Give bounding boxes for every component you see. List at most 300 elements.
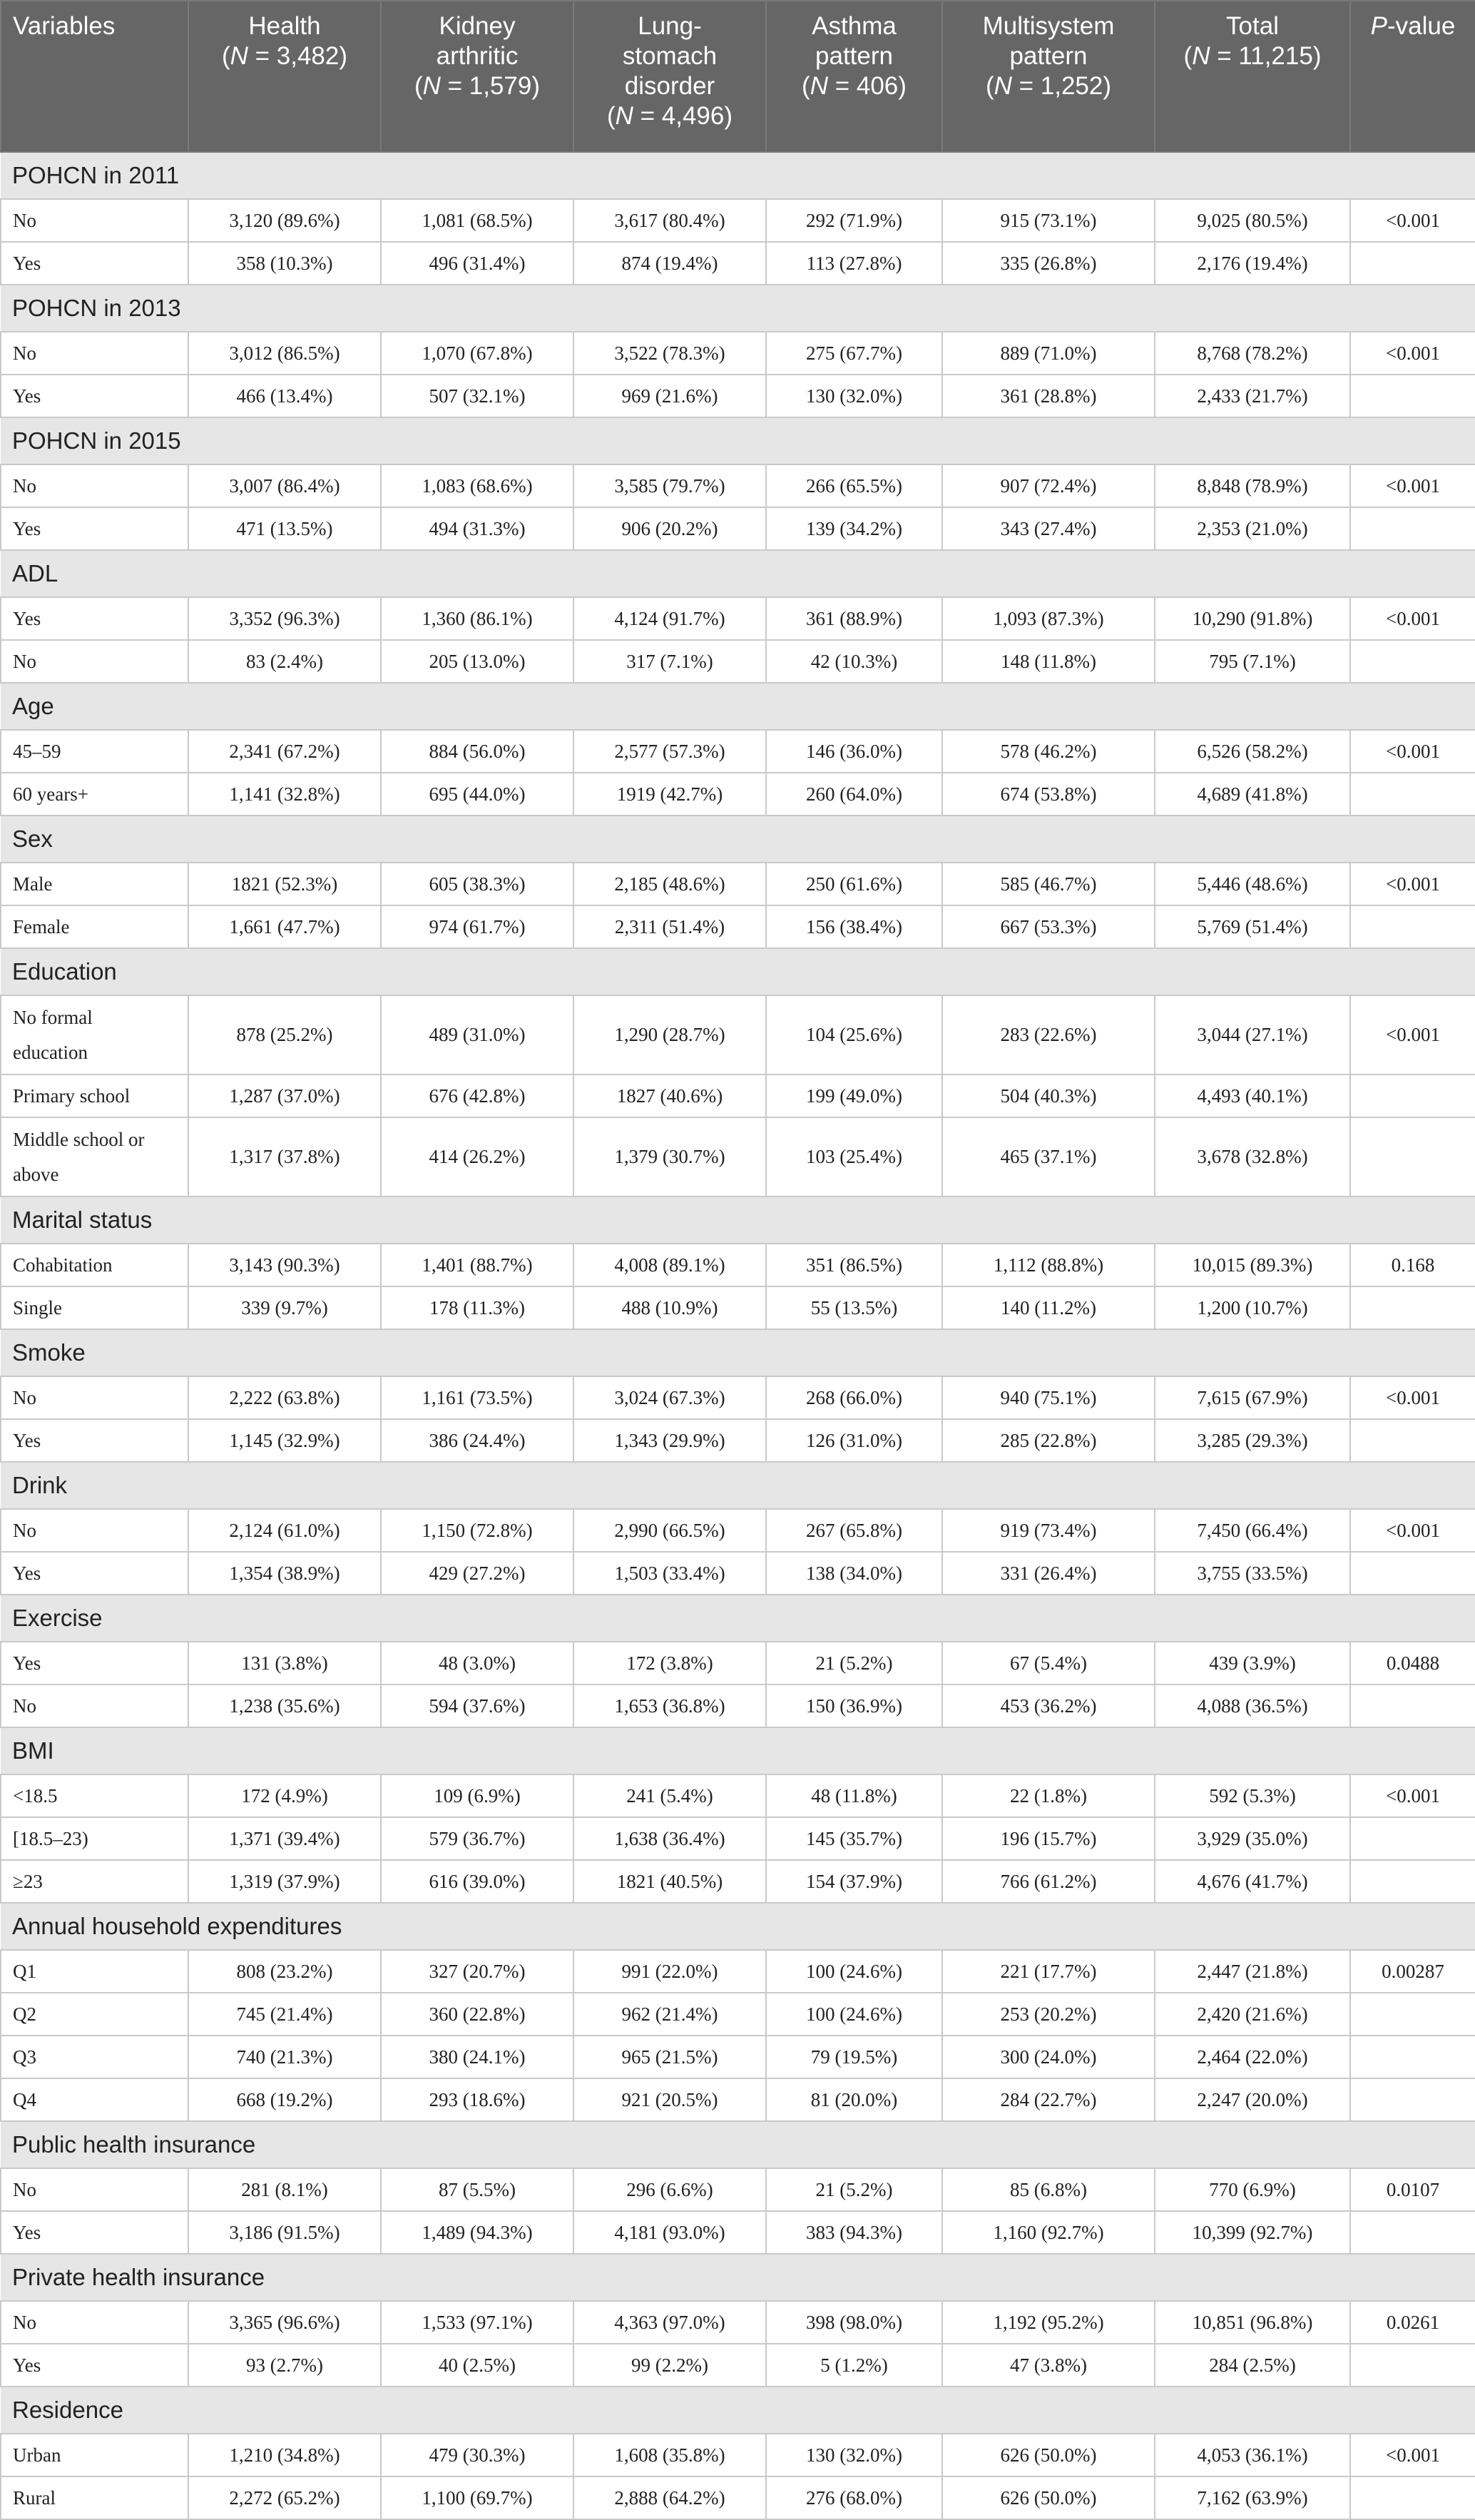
table-row <box>1 242 1475 285</box>
cell-asthma-pattern: 150 (36.9%) <box>766 1685 942 1727</box>
cell-asthma-pattern: 104 (25.6%) <box>766 995 942 1074</box>
cell-kidney-arthritic: 1,401 (88.7%) <box>381 1244 573 1286</box>
cell-kidney-arthritic: 87 (5.5%) <box>381 2168 573 2211</box>
cell-multisystem-pattern: 585 (46.7%) <box>942 863 1155 905</box>
cell-multisystem-pattern: 196 (15.7%) <box>942 1817 1155 1860</box>
cell-asthma-pattern: 383 (94.3%) <box>766 2211 942 2254</box>
cell-lung-stomach-disorder: 874 (19.4%) <box>573 242 766 285</box>
cell-health: 878 (25.2%) <box>188 995 381 1074</box>
table-row <box>1 2036 1475 2078</box>
cell-multisystem-pattern: 335 (26.8%) <box>942 242 1155 285</box>
table-row <box>1 1509 1475 1552</box>
cell-health: 1,317 (37.8%) <box>188 1117 381 1197</box>
cell-p-value <box>1350 1817 1475 1860</box>
cell-kidney-arthritic: 1,161 (73.5%) <box>381 1376 573 1419</box>
cell-asthma-pattern: 275 (67.7%) <box>766 332 942 375</box>
table-header <box>1 1 1475 152</box>
table-row <box>1 1117 1475 1197</box>
row-label: Yes <box>1 507 188 550</box>
cell-asthma-pattern: 130 (32.0%) <box>766 2434 942 2476</box>
cell-lung-stomach-disorder: 906 (20.2%) <box>573 507 766 550</box>
cell-asthma-pattern: 55 (13.5%) <box>766 1286 942 1329</box>
row-label: Yes <box>1 1642 188 1685</box>
cell-multisystem-pattern: 283 (22.6%) <box>942 995 1155 1074</box>
cell-asthma-pattern: 113 (27.8%) <box>766 242 942 285</box>
table-row <box>1 1074 1475 1117</box>
section-header <box>1 285 1475 332</box>
section-header <box>1 1727 1475 1774</box>
cell-total: 3,285 (29.3%) <box>1155 1419 1350 1462</box>
row-label: No <box>1 1685 188 1727</box>
cell-lung-stomach-disorder: 241 (5.4%) <box>573 1774 766 1817</box>
cell-total: 2,420 (21.6%) <box>1155 1993 1350 2036</box>
cell-p-value <box>1350 1993 1475 2036</box>
cell-lung-stomach-disorder: 962 (21.4%) <box>573 1993 766 2036</box>
table-row <box>1 863 1475 905</box>
cell-kidney-arthritic: 1,070 (67.8%) <box>381 332 573 375</box>
section-title: Annual household expenditures <box>1 1903 1475 1950</box>
table-row <box>1 905 1475 948</box>
cell-health: 1821 (52.3%) <box>188 863 381 905</box>
cell-p-value: <0.001 <box>1350 464 1475 507</box>
cell-p-value: <0.001 <box>1350 995 1475 1074</box>
cell-kidney-arthritic: 1,533 (97.1%) <box>381 2301 573 2344</box>
cell-multisystem-pattern: 148 (11.8%) <box>942 640 1155 683</box>
cell-kidney-arthritic: 479 (30.3%) <box>381 2434 573 2476</box>
section-header <box>1 152 1475 199</box>
cell-kidney-arthritic: 360 (22.8%) <box>381 1993 573 2036</box>
cell-total: 8,768 (78.2%) <box>1155 332 1350 375</box>
cell-total: 284 (2.5%) <box>1155 2344 1350 2387</box>
cell-total: 5,446 (48.6%) <box>1155 863 1350 905</box>
cell-lung-stomach-disorder: 1827 (40.6%) <box>573 1074 766 1117</box>
cell-kidney-arthritic: 605 (38.3%) <box>381 863 573 905</box>
cell-lung-stomach-disorder: 317 (7.1%) <box>573 640 766 683</box>
row-label: No <box>1 332 188 375</box>
cell-asthma-pattern: 130 (32.0%) <box>766 375 942 417</box>
section-title: POHCN in 2015 <box>1 417 1475 464</box>
row-label: No <box>1 1509 188 1552</box>
cell-p-value: 0.00287 <box>1350 1950 1475 1993</box>
row-label: Single <box>1 1286 188 1329</box>
cell-total: 3,755 (33.5%) <box>1155 1552 1350 1595</box>
cell-asthma-pattern: 100 (24.6%) <box>766 1950 942 1993</box>
cell-total: 4,088 (36.5%) <box>1155 1685 1350 1727</box>
cell-lung-stomach-disorder: 3,522 (78.3%) <box>573 332 766 375</box>
cell-p-value: 0.0261 <box>1350 2301 1475 2344</box>
row-label: Cohabitation <box>1 1244 188 1286</box>
cell-total: 3,678 (32.8%) <box>1155 1117 1350 1197</box>
cell-kidney-arthritic: 489 (31.0%) <box>381 995 573 1074</box>
section-title: Exercise <box>1 1595 1475 1642</box>
cell-kidney-arthritic: 414 (26.2%) <box>381 1117 573 1197</box>
row-label: Yes <box>1 2211 188 2254</box>
cell-health: 3,007 (86.4%) <box>188 464 381 507</box>
cell-kidney-arthritic: 48 (3.0%) <box>381 1642 573 1685</box>
cell-asthma-pattern: 250 (61.6%) <box>766 863 942 905</box>
cell-p-value <box>1350 773 1475 816</box>
cell-multisystem-pattern: 626 (50.0%) <box>942 2476 1155 2519</box>
cell-kidney-arthritic: 1,100 (69.7%) <box>381 2476 573 2519</box>
row-label: 60 years+ <box>1 773 188 816</box>
table-row <box>1 1376 1475 1419</box>
cell-health: 3,143 (90.3%) <box>188 1244 381 1286</box>
header-kidney-arthritic: Kidney arthritic (N = 1,579) <box>381 1 573 152</box>
cell-asthma-pattern: 48 (11.8%) <box>766 1774 942 1817</box>
table-row <box>1 199 1475 242</box>
row-label: No formal education <box>1 995 188 1074</box>
cell-multisystem-pattern: 1,160 (92.7%) <box>942 2211 1155 2254</box>
cell-health: 131 (3.8%) <box>188 1642 381 1685</box>
cell-lung-stomach-disorder: 1919 (42.7%) <box>573 773 766 816</box>
cell-total: 770 (6.9%) <box>1155 2168 1350 2211</box>
cell-kidney-arthritic: 205 (13.0%) <box>381 640 573 683</box>
row-label: Female <box>1 905 188 948</box>
row-label: Primary school <box>1 1074 188 1117</box>
table-row <box>1 507 1475 550</box>
table-row <box>1 1860 1475 1903</box>
row-label: Yes <box>1 242 188 285</box>
cell-asthma-pattern: 145 (35.7%) <box>766 1817 942 1860</box>
cell-total: 2,176 (19.4%) <box>1155 242 1350 285</box>
cell-total: 2,353 (21.0%) <box>1155 507 1350 550</box>
cell-p-value: <0.001 <box>1350 597 1475 640</box>
cell-asthma-pattern: 156 (38.4%) <box>766 905 942 948</box>
cell-multisystem-pattern: 504 (40.3%) <box>942 1074 1155 1117</box>
cell-lung-stomach-disorder: 1,290 (28.7%) <box>573 995 766 1074</box>
table-row <box>1 464 1475 507</box>
section-header <box>1 2254 1475 2301</box>
cell-lung-stomach-disorder: 1,653 (36.8%) <box>573 1685 766 1727</box>
cell-p-value <box>1350 375 1475 417</box>
cell-p-value <box>1350 2476 1475 2519</box>
cell-asthma-pattern: 260 (64.0%) <box>766 773 942 816</box>
cell-multisystem-pattern: 343 (27.4%) <box>942 507 1155 550</box>
cell-lung-stomach-disorder: 965 (21.5%) <box>573 2036 766 2078</box>
cell-total: 10,851 (96.8%) <box>1155 2301 1350 2344</box>
cell-p-value <box>1350 1117 1475 1197</box>
cell-lung-stomach-disorder: 3,585 (79.7%) <box>573 464 766 507</box>
section-title: POHCN in 2013 <box>1 285 1475 332</box>
cell-kidney-arthritic: 974 (61.7%) <box>381 905 573 948</box>
cell-lung-stomach-disorder: 991 (22.0%) <box>573 1950 766 1993</box>
cell-lung-stomach-disorder: 1,503 (33.4%) <box>573 1552 766 1595</box>
cell-health: 1,210 (34.8%) <box>188 2434 381 2476</box>
cell-total: 2,447 (21.8%) <box>1155 1950 1350 1993</box>
cell-asthma-pattern: 154 (37.9%) <box>766 1860 942 1903</box>
cell-lung-stomach-disorder: 1,379 (30.7%) <box>573 1117 766 1197</box>
cell-kidney-arthritic: 884 (56.0%) <box>381 730 573 773</box>
header-lung-stomach-disorder: Lung- stomach disorder (N = 4,496) <box>573 1 766 152</box>
table-row <box>1 2434 1475 2476</box>
cell-lung-stomach-disorder: 1,608 (35.8%) <box>573 2434 766 2476</box>
cell-lung-stomach-disorder: 4,363 (97.0%) <box>573 2301 766 2344</box>
cell-asthma-pattern: 21 (5.2%) <box>766 1642 942 1685</box>
header-health: Health (N = 3,482) <box>188 1 381 152</box>
row-label: [18.5–23) <box>1 1817 188 1860</box>
table-row <box>1 995 1475 1074</box>
cell-multisystem-pattern: 300 (24.0%) <box>942 2036 1155 2078</box>
cell-health: 1,141 (32.8%) <box>188 773 381 816</box>
cell-multisystem-pattern: 940 (75.1%) <box>942 1376 1155 1419</box>
cell-p-value: <0.001 <box>1350 730 1475 773</box>
table-row <box>1 1950 1475 1993</box>
table-row <box>1 1993 1475 2036</box>
cell-lung-stomach-disorder: 2,577 (57.3%) <box>573 730 766 773</box>
table-row <box>1 1244 1475 1286</box>
table-row <box>1 773 1475 816</box>
section-header <box>1 1462 1475 1509</box>
cell-health: 2,124 (61.0%) <box>188 1509 381 1552</box>
section-header <box>1 1595 1475 1642</box>
cell-multisystem-pattern: 919 (73.4%) <box>942 1509 1155 1552</box>
cell-lung-stomach-disorder: 921 (20.5%) <box>573 2078 766 2121</box>
cell-health: 3,365 (96.6%) <box>188 2301 381 2344</box>
table-row <box>1 1774 1475 1817</box>
table-row <box>1 375 1475 417</box>
cell-health: 3,120 (89.6%) <box>188 199 381 242</box>
row-label: Yes <box>1 1419 188 1462</box>
cell-p-value <box>1350 2036 1475 2078</box>
header-multisystem-pattern: Multisystem pattern (N = 1,252) <box>942 1 1155 152</box>
cell-multisystem-pattern: 221 (17.7%) <box>942 1950 1155 1993</box>
cell-kidney-arthritic: 1,489 (94.3%) <box>381 2211 573 2254</box>
row-label: <18.5 <box>1 1774 188 1817</box>
cell-asthma-pattern: 138 (34.0%) <box>766 1552 942 1595</box>
cell-total: 3,044 (27.1%) <box>1155 995 1350 1074</box>
cell-p-value: <0.001 <box>1350 1774 1475 1817</box>
row-label: No <box>1 199 188 242</box>
cell-p-value <box>1350 2078 1475 2121</box>
cell-health: 2,222 (63.8%) <box>188 1376 381 1419</box>
cell-health: 3,186 (91.5%) <box>188 2211 381 2254</box>
cell-kidney-arthritic: 676 (42.8%) <box>381 1074 573 1117</box>
table-row <box>1 2078 1475 2121</box>
cell-kidney-arthritic: 380 (24.1%) <box>381 2036 573 2078</box>
cell-kidney-arthritic: 579 (36.7%) <box>381 1817 573 1860</box>
cell-health: 3,012 (86.5%) <box>188 332 381 375</box>
section-title: Smoke <box>1 1329 1475 1376</box>
cell-kidney-arthritic: 494 (31.3%) <box>381 507 573 550</box>
cell-multisystem-pattern: 284 (22.7%) <box>942 2078 1155 2121</box>
cell-total: 592 (5.3%) <box>1155 1774 1350 1817</box>
cell-health: 3,352 (96.3%) <box>188 597 381 640</box>
cell-total: 1,200 (10.7%) <box>1155 1286 1350 1329</box>
cell-health: 2,272 (65.2%) <box>188 2476 381 2519</box>
cell-kidney-arthritic: 293 (18.6%) <box>381 2078 573 2121</box>
cell-lung-stomach-disorder: 969 (21.6%) <box>573 375 766 417</box>
cell-health: 1,319 (37.9%) <box>188 1860 381 1903</box>
cell-asthma-pattern: 292 (71.9%) <box>766 199 942 242</box>
cell-multisystem-pattern: 667 (53.3%) <box>942 905 1155 948</box>
cell-multisystem-pattern: 626 (50.0%) <box>942 2434 1155 2476</box>
section-title: Education <box>1 948 1475 995</box>
row-label: No <box>1 640 188 683</box>
cell-total: 2,433 (21.7%) <box>1155 375 1350 417</box>
cell-p-value <box>1350 507 1475 550</box>
table-row <box>1 640 1475 683</box>
table-body <box>1 152 1475 2519</box>
cell-p-value <box>1350 242 1475 285</box>
cell-health: 1,238 (35.6%) <box>188 1685 381 1727</box>
cell-total: 3,929 (35.0%) <box>1155 1817 1350 1860</box>
cell-kidney-arthritic: 386 (24.4%) <box>381 1419 573 1462</box>
cell-multisystem-pattern: 67 (5.4%) <box>942 1642 1155 1685</box>
cell-total: 7,162 (63.9%) <box>1155 2476 1350 2519</box>
cell-total: 10,015 (89.3%) <box>1155 1244 1350 1286</box>
cell-kidney-arthritic: 616 (39.0%) <box>381 1860 573 1903</box>
cell-asthma-pattern: 276 (68.0%) <box>766 2476 942 2519</box>
section-header <box>1 1197 1475 1244</box>
cell-total: 10,399 (92.7%) <box>1155 2211 1350 2254</box>
cell-health: 740 (21.3%) <box>188 2036 381 2078</box>
header-variables: Variables <box>1 1 188 152</box>
cell-p-value <box>1350 1860 1475 1903</box>
row-label: Yes <box>1 2344 188 2387</box>
header-total: Total (N = 11,215) <box>1155 1 1350 152</box>
row-label: Urban <box>1 2434 188 2476</box>
section-title: POHCN in 2011 <box>1 152 1475 199</box>
cell-kidney-arthritic: 327 (20.7%) <box>381 1950 573 1993</box>
section-title: ADL <box>1 550 1475 597</box>
cell-p-value <box>1350 2344 1475 2387</box>
row-label: No <box>1 1376 188 1419</box>
cell-health: 1,145 (32.9%) <box>188 1419 381 1462</box>
table-row <box>1 1552 1475 1595</box>
section-title: Age <box>1 683 1475 730</box>
cell-asthma-pattern: 139 (34.2%) <box>766 507 942 550</box>
row-label: Middle school or above <box>1 1117 188 1197</box>
section-title: Residence <box>1 2387 1475 2434</box>
table-row <box>1 1685 1475 1727</box>
table-row <box>1 597 1475 640</box>
cell-total: 2,247 (20.0%) <box>1155 2078 1350 2121</box>
cell-total: 2,464 (22.0%) <box>1155 2036 1350 2078</box>
section-title: Public health insurance <box>1 2121 1475 2168</box>
table-row <box>1 2301 1475 2344</box>
cell-lung-stomach-disorder: 2,185 (48.6%) <box>573 863 766 905</box>
row-label: Rural <box>1 2476 188 2519</box>
cell-asthma-pattern: 126 (31.0%) <box>766 1419 942 1462</box>
table-row <box>1 2168 1475 2211</box>
cell-total: 8,848 (78.9%) <box>1155 464 1350 507</box>
cell-total: 4,053 (36.1%) <box>1155 2434 1350 2476</box>
cell-p-value: <0.001 <box>1350 2434 1475 2476</box>
cell-lung-stomach-disorder: 4,181 (93.0%) <box>573 2211 766 2254</box>
cell-multisystem-pattern: 285 (22.8%) <box>942 1419 1155 1462</box>
table-row <box>1 1286 1475 1329</box>
cell-asthma-pattern: 351 (86.5%) <box>766 1244 942 1286</box>
cell-multisystem-pattern: 889 (71.0%) <box>942 332 1155 375</box>
cell-multisystem-pattern: 453 (36.2%) <box>942 1685 1155 1727</box>
cell-multisystem-pattern: 253 (20.2%) <box>942 1993 1155 2036</box>
table-row <box>1 1817 1475 1860</box>
cell-asthma-pattern: 268 (66.0%) <box>766 1376 942 1419</box>
row-label: Q4 <box>1 2078 188 2121</box>
cell-health: 466 (13.4%) <box>188 375 381 417</box>
header-asthma-pattern: Asthma pattern (N = 406) <box>766 1 942 152</box>
cell-lung-stomach-disorder: 3,617 (80.4%) <box>573 199 766 242</box>
row-label: Yes <box>1 375 188 417</box>
cell-total: 795 (7.1%) <box>1155 640 1350 683</box>
cell-lung-stomach-disorder: 1821 (40.5%) <box>573 1860 766 1903</box>
cell-kidney-arthritic: 1,150 (72.8%) <box>381 1509 573 1552</box>
cell-p-value <box>1350 1685 1475 1727</box>
cell-health: 83 (2.4%) <box>188 640 381 683</box>
cell-kidney-arthritic: 695 (44.0%) <box>381 773 573 816</box>
cell-health: 339 (9.7%) <box>188 1286 381 1329</box>
cell-multisystem-pattern: 85 (6.8%) <box>942 2168 1155 2211</box>
cell-lung-stomach-disorder: 172 (3.8%) <box>573 1642 766 1685</box>
header-p-value: P-value <box>1350 1 1475 152</box>
section-header <box>1 2121 1475 2168</box>
cell-multisystem-pattern: 140 (11.2%) <box>942 1286 1155 1329</box>
row-label: Yes <box>1 1552 188 1595</box>
row-label: No <box>1 2301 188 2344</box>
cell-health: 1,661 (47.7%) <box>188 905 381 948</box>
table-row <box>1 1419 1475 1462</box>
cell-multisystem-pattern: 361 (28.8%) <box>942 375 1155 417</box>
row-label: Q3 <box>1 2036 188 2078</box>
cell-kidney-arthritic: 507 (32.1%) <box>381 375 573 417</box>
cell-asthma-pattern: 5 (1.2%) <box>766 2344 942 2387</box>
section-header <box>1 550 1475 597</box>
cell-multisystem-pattern: 465 (37.1%) <box>942 1117 1155 1197</box>
cell-p-value: <0.001 <box>1350 332 1475 375</box>
cell-multisystem-pattern: 907 (72.4%) <box>942 464 1155 507</box>
cell-multisystem-pattern: 766 (61.2%) <box>942 1860 1155 1903</box>
cell-multisystem-pattern: 1,093 (87.3%) <box>942 597 1155 640</box>
cell-p-value: 0.0488 <box>1350 1642 1475 1685</box>
row-label: Yes <box>1 597 188 640</box>
cell-p-value <box>1350 1286 1475 1329</box>
cell-asthma-pattern: 21 (5.2%) <box>766 2168 942 2211</box>
cell-multisystem-pattern: 578 (46.2%) <box>942 730 1155 773</box>
cell-asthma-pattern: 79 (19.5%) <box>766 2036 942 2078</box>
cell-asthma-pattern: 42 (10.3%) <box>766 640 942 683</box>
cell-lung-stomach-disorder: 2,990 (66.5%) <box>573 1509 766 1552</box>
cell-multisystem-pattern: 22 (1.8%) <box>942 1774 1155 1817</box>
row-label: Q2 <box>1 1993 188 2036</box>
cell-kidney-arthritic: 1,083 (68.6%) <box>381 464 573 507</box>
cell-p-value: <0.001 <box>1350 1509 1475 1552</box>
section-header <box>1 816 1475 863</box>
cell-kidney-arthritic: 429 (27.2%) <box>381 1552 573 1595</box>
cell-kidney-arthritic: 1,360 (86.1%) <box>381 597 573 640</box>
cell-asthma-pattern: 199 (49.0%) <box>766 1074 942 1117</box>
cell-total: 6,526 (58.2%) <box>1155 730 1350 773</box>
cell-total: 4,676 (41.7%) <box>1155 1860 1350 1903</box>
cell-multisystem-pattern: 915 (73.1%) <box>942 199 1155 242</box>
cell-kidney-arthritic: 1,081 (68.5%) <box>381 199 573 242</box>
row-label: No <box>1 2168 188 2211</box>
cell-p-value: <0.001 <box>1350 863 1475 905</box>
cell-health: 745 (21.4%) <box>188 1993 381 2036</box>
cell-multisystem-pattern: 674 (53.8%) <box>942 773 1155 816</box>
cell-kidney-arthritic: 594 (37.6%) <box>381 1685 573 1727</box>
table-row <box>1 2476 1475 2519</box>
cell-lung-stomach-disorder: 99 (2.2%) <box>573 2344 766 2387</box>
cell-multisystem-pattern: 331 (26.4%) <box>942 1552 1155 1595</box>
section-title: Marital status <box>1 1197 1475 1244</box>
cell-asthma-pattern: 398 (98.0%) <box>766 2301 942 2344</box>
cell-total: 10,290 (91.8%) <box>1155 597 1350 640</box>
section-title: Private health insurance <box>1 2254 1475 2301</box>
cell-p-value: 0.168 <box>1350 1244 1475 1286</box>
cell-lung-stomach-disorder: 1,343 (29.9%) <box>573 1419 766 1462</box>
cell-health: 1,371 (39.4%) <box>188 1817 381 1860</box>
cell-kidney-arthritic: 109 (6.9%) <box>381 1774 573 1817</box>
